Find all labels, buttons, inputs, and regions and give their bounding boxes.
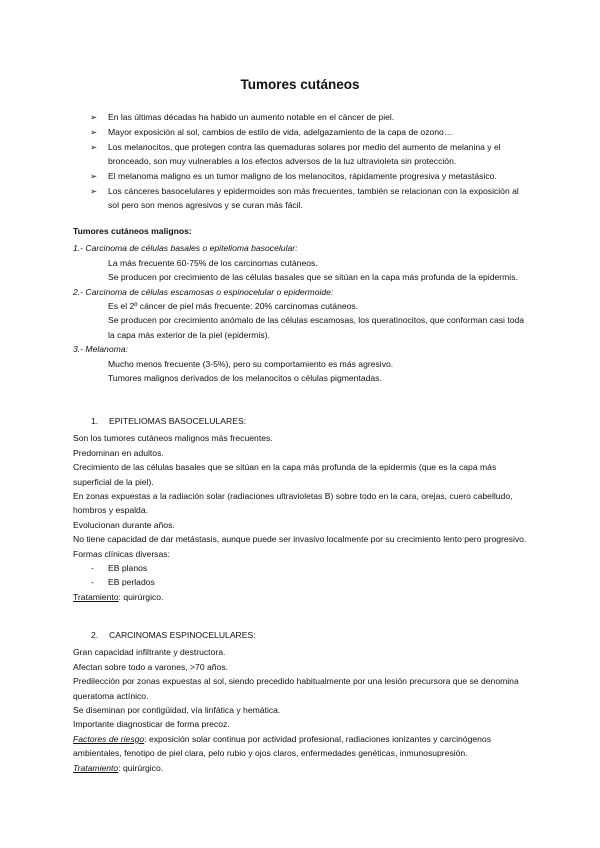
section-heading: 2. CARCINOMAS ESPINOCELULARES:: [91, 630, 256, 640]
arrow-bullet-icon: ➢: [90, 141, 98, 152]
arrow-bullet-icon: ➢: [90, 126, 98, 137]
list-item: ➢ Los melanocitos, que protegen contra las quemaduras solares por medio del aumento de melanina y el bronceado, son muy vulnerables a los efectos adversos de la luz ultravioleta sin protección.: [90, 141, 501, 167]
subsection-title: 1.- Carcinoma de células basales o epitelioma basocelular:: [73, 243, 298, 254]
paragraph: Gran capacidad infiltrante y destructora.: [73, 647, 226, 658]
arrow-bullet-icon: ➢: [90, 186, 98, 197]
paragraph: Predominan en adultos.: [73, 447, 164, 458]
paragraph: Predilección por zonas expuestas al sol, siendo precedido habitualmente por una lesión precursora que se denomina queratoma actínico.: [73, 676, 519, 701]
paragraph: Se diseminan por contigüidad, vía linfática y hemática.: [73, 705, 281, 716]
list-item: ➢ En las últimas décadas ha habido un aumento notable en el cáncer de piel.: [90, 110, 530, 124]
paragraph: Es el 2º cáncer de piel más frecuente: 20% carcinomas cutáneos.: [108, 301, 359, 312]
basal-cell-section: [73, 414, 533, 604]
list-item: ➢ Mayor exposición al sol, cambios de estilo de vida, adelgazamiento de la capa de ozono…: [90, 125, 530, 139]
paragraph: La más frecuente 60-75% de los carcinomas cutáneos.: [108, 257, 318, 268]
paragraph: Mucho menos frecuente (3-5%), pero su comportamiento es más agresivo.: [108, 358, 394, 369]
malignant-tumors-section: [73, 224, 533, 385]
section-heading: Tumores cutáneos malignos:: [73, 226, 192, 236]
section-heading: 1. EPITELIOMAS BASOCELULARES:: [91, 416, 247, 426]
paragraph: Son los tumores cutáneos malignos más frecuentes.: [73, 433, 273, 444]
document-title: Tumores cutáneos: [240, 77, 360, 92]
subsection-title: 2.- Carcinoma de células escamosas o espinocelular o epidermoide:: [73, 286, 334, 297]
paragraph: No tiene capacidad de dar metástasis, aunque puede ser invasivo localmente por su crecimiento lento pero progresivo.: [73, 534, 527, 545]
list-item: ➢ Los cánceres basocelulares y epidermoides son más frecuentes, también se relacionan con la exposición al sol pero son menos agresivos y se curan más fácil.: [90, 186, 519, 211]
treatment-line: Tratamiento: quirúrgico.: [73, 591, 164, 602]
paragraph: Importante diagnosticar de forma precoz.: [73, 719, 230, 730]
list-item: - EB perlados: [91, 577, 155, 588]
arrow-bullet-icon: ➢: [90, 112, 98, 122]
intro-bullet-list: [90, 110, 530, 213]
squamous-cell-section: [73, 628, 533, 775]
list-item: - EB planos: [91, 563, 148, 574]
treatment-line: Tratamiento: quirúrgico.: [73, 762, 164, 773]
paragraph: Tumores malignos derivados de los melanocitos o células pigmentadas.: [108, 373, 382, 384]
paragraph: Crecimiento de las células basales que se sitúan en la capa más profunda de la epidermis (que es la capa más superficial de la piel).: [73, 462, 497, 487]
risk-factors-line: Factores de riesgo: exposición solar continua por actividad profesional, radiaciones ionizantes y carcinógenos ambientales, fenotipo de piel clara, pelo rubio y ojos claros, enfermedades genéticas, inmunosupresión.: [73, 733, 491, 759]
paragraph: Formas clínicas diversas:: [73, 548, 170, 559]
list-item: ➢ El melanoma maligno es un tumor maligno de los melanocitos, rápidamente progresiva y metastásico.: [90, 169, 530, 183]
paragraph: Se producen por crecimiento anómalo de las células escamosas, los queratinocitos, que conforman casi toda la capa más exterior de la piel (epidermis).: [108, 315, 525, 340]
paragraph: Afectan sobre todo a varones, >70 años.: [73, 661, 229, 672]
paragraph: Se producen por crecimiento de las células basales que se sitúan en la capa más profunda de la epidermis.: [108, 272, 518, 283]
arrow-bullet-icon: ➢: [90, 171, 98, 182]
subsection-title: 3.- Melanoma:: [73, 344, 128, 355]
paragraph: Evolucionan durante años.: [73, 519, 175, 530]
paragraph: En zonas expuestas a la radiación solar (radiaciones ultravioletas B) sobre todo en la cara, orejas, cuero cabelludo, hombros y espalda.: [73, 491, 513, 516]
